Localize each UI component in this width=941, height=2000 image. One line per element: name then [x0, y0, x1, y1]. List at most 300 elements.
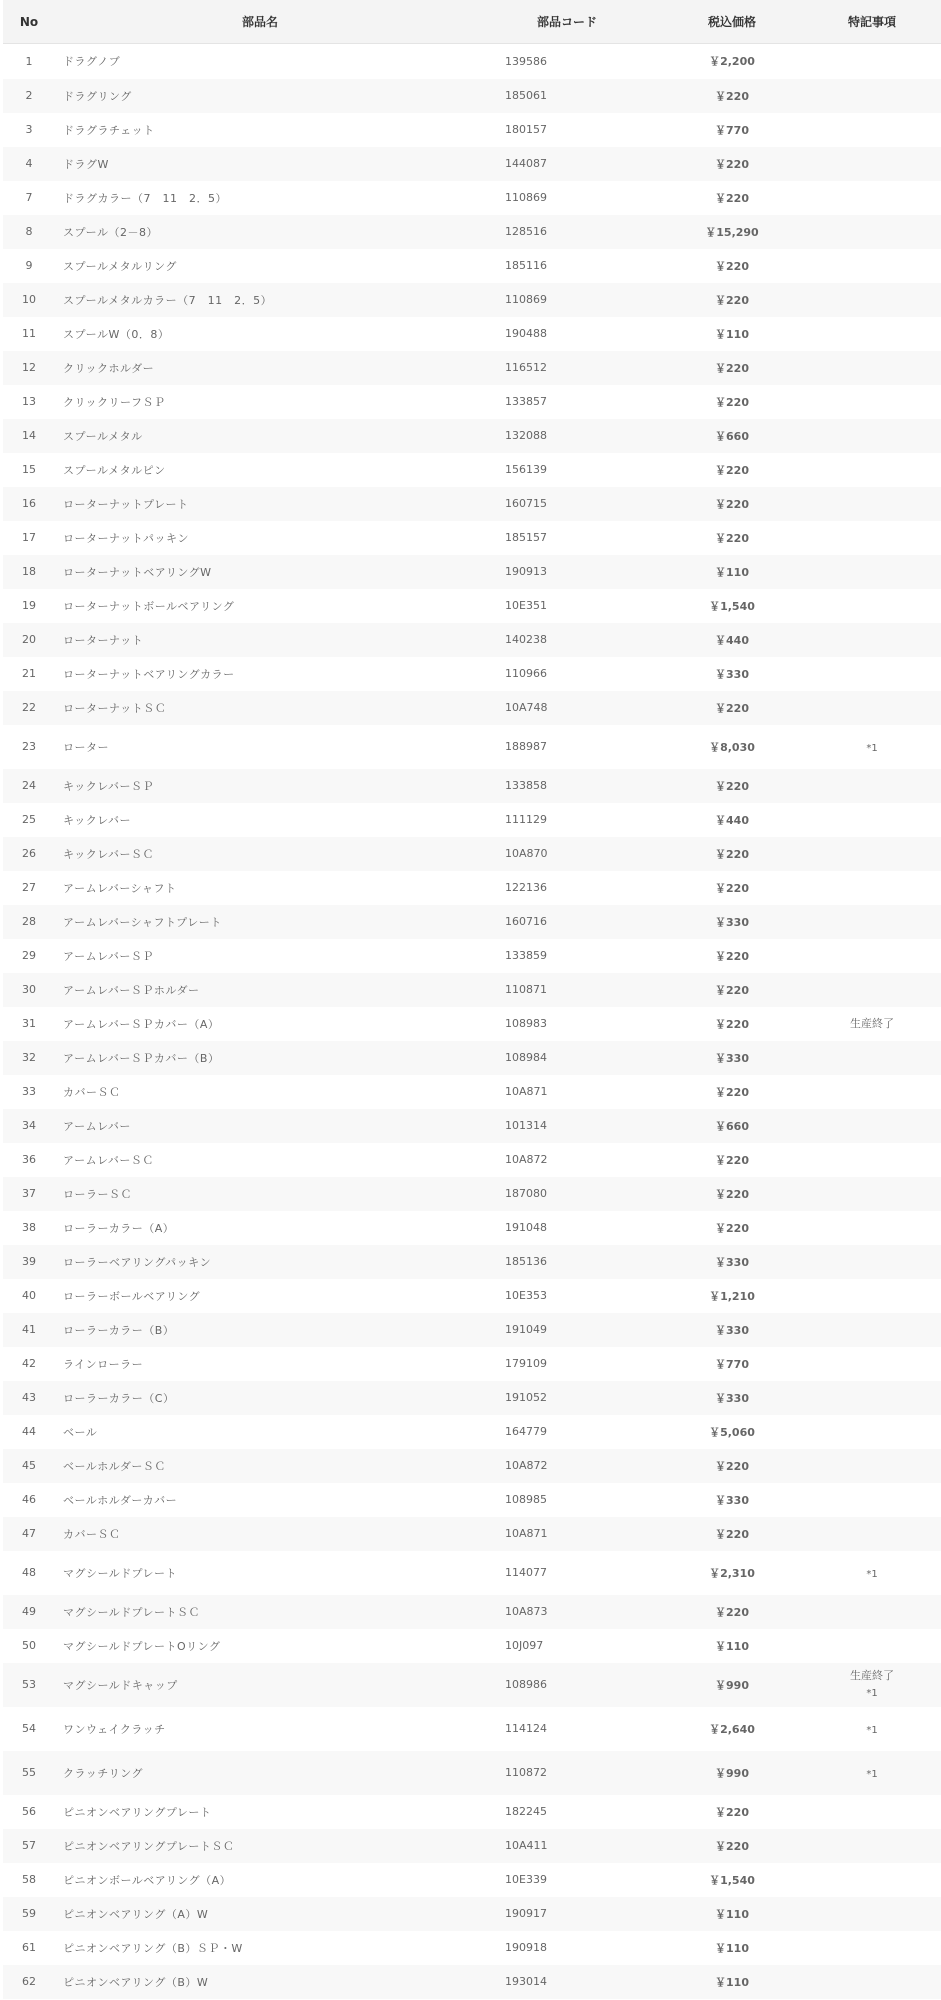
cell-part-name: ラインローラー	[63, 1357, 144, 1371]
cell-notes	[803, 351, 941, 385]
table-row	[3, 317, 941, 351]
table-row	[3, 1313, 941, 1347]
cell-part-name: ローターナットベアリングカラー	[63, 667, 235, 681]
cell-part-code: 114077	[505, 1566, 547, 1579]
cell-price: ￥220	[715, 259, 749, 273]
cell-notes	[803, 1109, 941, 1143]
cell-price: ￥110	[715, 565, 749, 579]
header-price: 税込価格	[661, 0, 803, 44]
cell-notes	[803, 1177, 941, 1211]
cell-part-code: 10A411	[505, 1839, 548, 1852]
cell-part-name: キックレバーＳＣ	[63, 847, 155, 861]
cell-part-name: ローラーカラー（A）	[63, 1221, 175, 1235]
table-row	[3, 1663, 941, 1707]
cell-part-code: 190488	[505, 327, 547, 340]
cell-price: ￥770	[715, 1357, 749, 1371]
cell-notes	[803, 521, 941, 555]
cell-price: ￥8,030	[709, 740, 755, 754]
cell-notes	[803, 1483, 941, 1517]
cell-part-name: アームレバーＳＣ	[63, 1153, 154, 1167]
table-row	[3, 249, 941, 283]
table-row	[3, 1483, 941, 1517]
cell-part-name: スプールメタル	[63, 429, 143, 443]
table-row	[3, 1041, 941, 1075]
cell-no: 28	[22, 915, 36, 928]
cell-price: ￥660	[715, 429, 749, 443]
cell-price: ￥330	[715, 1051, 749, 1065]
cell-part-code: 190917	[505, 1907, 547, 1920]
cell-part-name: ドラグリング	[63, 89, 132, 103]
table-row	[3, 147, 941, 181]
table-row	[3, 1595, 941, 1629]
table-row	[3, 871, 941, 905]
footnote-mark: *1	[866, 742, 878, 754]
table-row	[3, 1075, 941, 1109]
cell-price: ￥220	[715, 89, 749, 103]
cell-part-name: ピニオンボールベアリング（A）	[63, 1873, 232, 1887]
cell-notes	[803, 385, 941, 419]
cell-no: 56	[22, 1805, 36, 1818]
table-row	[3, 589, 941, 623]
cell-notes	[803, 317, 941, 351]
cell-notes	[803, 1007, 941, 1041]
cell-price: ￥990	[715, 1766, 749, 1780]
cell-part-code: 160716	[505, 915, 547, 928]
table-row	[3, 1629, 941, 1663]
cell-no: 22	[22, 701, 36, 714]
cell-no: 61	[22, 1941, 36, 1954]
cell-no: 48	[22, 1566, 36, 1579]
table-row	[3, 1109, 941, 1143]
cell-part-code: 10E351	[505, 599, 547, 612]
table-body	[3, 44, 941, 1999]
cell-price: ￥220	[715, 463, 749, 477]
cell-part-code: 139586	[505, 54, 547, 68]
cell-part-name: ローターナットＳＣ	[63, 701, 167, 715]
cell-no: 40	[22, 1289, 36, 1302]
cell-no: 20	[22, 633, 36, 646]
table-row	[3, 1449, 941, 1483]
cell-notes	[803, 725, 941, 769]
cell-price: ￥1,540	[709, 1873, 755, 1887]
cell-part-name: ドラグW	[63, 157, 109, 171]
cell-notes	[803, 691, 941, 725]
cell-price: ￥220	[715, 847, 749, 861]
table-row	[3, 113, 941, 147]
cell-price: ￥110	[715, 327, 749, 341]
cell-price: ￥1,210	[709, 1289, 755, 1303]
cell-price: ￥110	[715, 1941, 749, 1955]
cell-part-name: マグシールドキャップ	[63, 1678, 178, 1692]
cell-notes	[803, 1245, 941, 1279]
cell-part-name: ドラグカラー（7 11 2．5）	[63, 191, 227, 205]
cell-part-code: 179109	[505, 1357, 547, 1370]
cell-price: ￥330	[715, 1323, 749, 1337]
cell-notes	[803, 1143, 941, 1177]
cell-notes	[803, 453, 941, 487]
cell-part-code: 122136	[505, 881, 547, 894]
cell-notes	[803, 1897, 941, 1931]
cell-no: 10	[22, 293, 36, 306]
cell-part-code: 185157	[505, 531, 547, 544]
cell-part-name: マグシールドプレート	[63, 1566, 178, 1580]
cell-part-name: ベール	[63, 1425, 98, 1439]
cell-notes	[803, 1829, 941, 1863]
table-row	[3, 215, 941, 249]
cell-no: 38	[22, 1221, 36, 1234]
cell-price: ￥220	[715, 191, 749, 205]
cell-notes	[803, 1041, 941, 1075]
cell-price: ￥330	[715, 1391, 749, 1405]
cell-notes	[803, 44, 941, 79]
cell-part-name: カバーＳＣ	[63, 1085, 121, 1099]
cell-notes	[803, 79, 941, 113]
cell-part-code: 133859	[505, 949, 547, 962]
cell-price: ￥220	[715, 949, 749, 963]
cell-part-code: 193014	[505, 1975, 547, 1988]
cell-part-name: ワンウェイクラッチ	[63, 1722, 166, 1736]
cell-no: 58	[22, 1873, 36, 1886]
cell-price: ￥1,540	[709, 599, 755, 613]
cell-part-name: ローターナット	[63, 633, 144, 647]
table-row	[3, 1965, 941, 1999]
cell-no: 16	[22, 497, 36, 510]
cell-part-code: 10A870	[505, 847, 548, 860]
table-row	[3, 657, 941, 691]
cell-part-code: 191048	[505, 1221, 547, 1234]
cell-price: ￥220	[715, 395, 749, 409]
footnote-mark: *1	[866, 1768, 878, 1780]
cell-price: ￥110	[715, 1907, 749, 1921]
cell-part-name: ピニオンベアリング（B）ＳＰ・W	[63, 1941, 243, 1955]
cell-part-name: スプールメタルリング	[63, 259, 177, 273]
cell-part-name: スプールW（0．8）	[63, 327, 170, 341]
cell-no: 19	[22, 599, 36, 612]
cell-part-code: 191049	[505, 1323, 547, 1336]
table-row	[3, 1829, 941, 1863]
cell-no: 41	[22, 1323, 36, 1336]
cell-notes	[803, 1279, 941, 1313]
cell-no: 9	[25, 259, 33, 272]
table-row	[3, 1007, 941, 1041]
cell-part-code: 108986	[505, 1678, 547, 1691]
cell-notes	[803, 113, 941, 147]
cell-part-code: 156139	[505, 463, 547, 476]
table-row	[3, 385, 941, 419]
cell-price: ￥220	[715, 1153, 749, 1167]
cell-part-code: 132088	[505, 429, 547, 442]
cell-part-code: 190913	[505, 565, 547, 578]
cell-notes	[803, 1663, 941, 1707]
cell-part-code: 10A872	[505, 1459, 548, 1472]
cell-notes	[803, 1595, 941, 1629]
cell-no: 31	[22, 1017, 36, 1030]
cell-part-code: 185136	[505, 1255, 547, 1268]
cell-part-code: 110869	[505, 191, 547, 204]
parts-table	[3, 0, 941, 1999]
cell-part-code: 182245	[505, 1805, 547, 1818]
cell-no: 32	[22, 1051, 36, 1064]
cell-price: ￥220	[715, 157, 749, 171]
cell-part-name: ローターナットベアリングW	[63, 565, 212, 579]
cell-price: ￥2,640	[709, 1722, 755, 1736]
footnote-mark: *1	[866, 1688, 878, 1699]
cell-notes	[803, 973, 941, 1007]
cell-part-code: 190918	[505, 1941, 547, 1954]
cell-part-name: アームレバーシャフトプレート	[63, 915, 222, 929]
cell-price: ￥330	[715, 667, 749, 681]
cell-price: ￥15,290	[705, 225, 759, 239]
cell-price: ￥2,310	[709, 1566, 755, 1580]
cell-notes	[803, 1415, 941, 1449]
table-row	[3, 1177, 941, 1211]
cell-part-name: アームレバーＳＰ	[63, 949, 154, 963]
cell-part-code: 128516	[505, 225, 547, 238]
cell-part-name: ローターナットボールベアリング	[63, 599, 235, 613]
cell-part-code: 133858	[505, 779, 547, 792]
cell-no: 42	[22, 1357, 36, 1370]
cell-notes	[803, 487, 941, 521]
cell-part-code: 110869	[505, 293, 547, 306]
table-row	[3, 769, 941, 803]
cell-part-code: 185061	[505, 89, 547, 102]
footnote-mark: *1	[866, 1568, 878, 1580]
cell-part-name: ローターナットパッキン	[63, 531, 189, 545]
table-row	[3, 1795, 941, 1829]
cell-part-code: 144087	[505, 157, 547, 170]
cell-price: ￥220	[715, 1839, 749, 1853]
cell-part-code: 187080	[505, 1187, 547, 1200]
status-note: 生産終了	[850, 1669, 894, 1682]
table-row	[3, 1931, 941, 1965]
cell-no: 59	[22, 1907, 36, 1920]
cell-price: ￥220	[715, 1605, 749, 1619]
cell-notes	[803, 1517, 941, 1551]
cell-price: ￥110	[715, 1639, 749, 1653]
cell-no: 14	[22, 429, 36, 442]
cell-part-name: ドラグラチェット	[63, 123, 155, 137]
cell-part-code: 108984	[505, 1051, 547, 1064]
cell-no: 50	[22, 1639, 36, 1652]
cell-no: 11	[22, 327, 36, 340]
cell-no: 12	[22, 361, 36, 374]
cell-no: 4	[25, 157, 33, 170]
cell-part-code: 10J097	[505, 1639, 544, 1652]
cell-part-name: ローター	[63, 740, 109, 754]
cell-part-code: 116512	[505, 361, 547, 374]
cell-no: 25	[22, 813, 36, 826]
table-row	[3, 1347, 941, 1381]
table-row	[3, 79, 941, 113]
cell-notes	[803, 1347, 941, 1381]
table-row	[3, 44, 941, 79]
cell-no: 49	[22, 1605, 36, 1618]
table-row	[3, 521, 941, 555]
cell-price: ￥440	[715, 633, 749, 647]
cell-no: 62	[22, 1975, 36, 1988]
cell-price: ￥5,060	[709, 1425, 755, 1439]
cell-notes	[803, 1381, 941, 1415]
header-part-name: 部品名	[55, 0, 505, 44]
table-row	[3, 939, 941, 973]
cell-notes	[803, 555, 941, 589]
cell-notes	[803, 657, 941, 691]
cell-part-code: 164779	[505, 1425, 547, 1438]
cell-part-code: 10E353	[505, 1289, 547, 1302]
cell-part-name: ローターナットプレート	[63, 497, 189, 511]
cell-no: 54	[22, 1722, 36, 1735]
cell-part-code: 10E339	[505, 1873, 547, 1886]
cell-no: 23	[22, 740, 36, 753]
cell-price: ￥220	[715, 497, 749, 511]
cell-no: 17	[22, 531, 36, 544]
cell-part-name: ローラーベアリングパッキン	[63, 1255, 212, 1269]
table-row	[3, 1897, 941, 1931]
table-row	[3, 283, 941, 317]
cell-no: 47	[22, 1527, 36, 1540]
cell-no: 36	[22, 1153, 36, 1166]
cell-no: 57	[22, 1839, 36, 1852]
cell-notes	[803, 1313, 941, 1347]
table-row	[3, 1863, 941, 1897]
cell-part-code: 10A871	[505, 1085, 548, 1098]
cell-no: 30	[22, 983, 36, 996]
header-part-code: 部品コード	[505, 0, 661, 44]
cell-price: ￥220	[715, 1187, 749, 1201]
table-row	[3, 487, 941, 521]
status-note: 生産終了	[850, 1017, 894, 1030]
cell-price: ￥220	[715, 881, 749, 895]
cell-notes	[803, 837, 941, 871]
cell-part-code: 108983	[505, 1017, 547, 1030]
cell-price: ￥330	[715, 915, 749, 929]
table-row	[3, 181, 941, 215]
cell-part-name: アームレバーシャフト	[63, 881, 177, 895]
cell-notes	[803, 623, 941, 657]
cell-price: ￥2,200	[709, 55, 755, 69]
cell-part-name: ローラーボールベアリング	[63, 1289, 201, 1303]
cell-notes	[803, 1449, 941, 1483]
table-row	[3, 725, 941, 769]
cell-notes	[803, 147, 941, 181]
cell-part-code: 140238	[505, 633, 547, 646]
table-row	[3, 1517, 941, 1551]
cell-no: 45	[22, 1459, 36, 1472]
cell-part-name: クリックホルダー	[63, 361, 155, 375]
table-row	[3, 1551, 941, 1595]
cell-no: 1	[25, 54, 33, 68]
cell-notes	[803, 1751, 941, 1795]
table-row	[3, 973, 941, 1007]
cell-part-name: ピニオンベアリング（A）W	[63, 1907, 209, 1921]
cell-no: 7	[25, 191, 33, 204]
cell-part-name: ピニオンベアリングプレートＳＣ	[63, 1839, 235, 1853]
cell-part-name: キックレバー	[63, 813, 132, 827]
cell-notes	[803, 1931, 941, 1965]
cell-price: ￥220	[715, 1527, 749, 1541]
cell-notes	[803, 803, 941, 837]
cell-price: ￥220	[715, 983, 749, 997]
cell-part-name: スプール（2－8）	[63, 225, 158, 239]
cell-no: 53	[22, 1678, 36, 1691]
cell-no: 46	[22, 1493, 36, 1506]
cell-no: 26	[22, 847, 36, 860]
cell-part-code: 110966	[505, 667, 547, 680]
cell-part-name: キックレバーＳＰ	[63, 779, 155, 793]
cell-no: 33	[22, 1085, 36, 1098]
cell-notes	[803, 283, 941, 317]
cell-part-name: クリックリーフＳＰ	[63, 395, 166, 409]
cell-part-code: 10A872	[505, 1153, 548, 1166]
table-row	[3, 1211, 941, 1245]
table-row	[3, 1381, 941, 1415]
cell-part-code: 188987	[505, 740, 547, 753]
table-row	[3, 691, 941, 725]
cell-notes	[803, 589, 941, 623]
table-row	[3, 1279, 941, 1313]
table-row	[3, 555, 941, 589]
cell-part-code: 185116	[505, 259, 547, 272]
cell-price: ￥220	[715, 1085, 749, 1099]
table-row	[3, 803, 941, 837]
table-header	[3, 0, 941, 44]
cell-part-code: 10A871	[505, 1527, 548, 1540]
cell-no: 29	[22, 949, 36, 962]
cell-price: ￥660	[715, 1119, 749, 1133]
cell-no: 44	[22, 1425, 36, 1438]
cell-price: ￥220	[715, 1017, 749, 1031]
cell-notes	[803, 769, 941, 803]
cell-price: ￥990	[715, 1678, 749, 1692]
cell-notes	[803, 1707, 941, 1751]
cell-part-code: 101314	[505, 1119, 547, 1132]
cell-part-name: アームレバーＳＰホルダー	[63, 983, 200, 997]
cell-part-name: ピニオンベアリング（B）W	[63, 1975, 209, 1989]
header-row	[3, 0, 941, 44]
cell-part-name: ローラーカラー（B）	[63, 1323, 175, 1337]
cell-no: 55	[22, 1766, 36, 1779]
cell-part-code: 108985	[505, 1493, 547, 1506]
cell-part-name: アームレバー	[63, 1119, 131, 1133]
cell-no: 24	[22, 779, 36, 792]
cell-part-name: スプールメタルカラー（7 11 2．5）	[63, 293, 273, 307]
table-row	[3, 1143, 941, 1177]
cell-price: ￥220	[715, 1221, 749, 1235]
cell-no: 34	[22, 1119, 36, 1132]
cell-part-code: 133857	[505, 395, 547, 408]
cell-price: ￥440	[715, 813, 749, 827]
cell-part-code: 114124	[505, 1722, 547, 1735]
cell-notes	[803, 1551, 941, 1595]
table-row	[3, 1707, 941, 1751]
cell-no: 27	[22, 881, 36, 894]
header-no: No	[3, 0, 55, 44]
cell-notes	[803, 1863, 941, 1897]
cell-part-name: ピニオンベアリングプレート	[63, 1805, 212, 1819]
cell-notes	[803, 419, 941, 453]
table-row	[3, 623, 941, 657]
cell-part-name: ベールホルダーカバー	[63, 1493, 178, 1507]
cell-part-code: 110871	[505, 983, 547, 996]
cell-price: ￥220	[715, 779, 749, 793]
cell-price: ￥220	[715, 293, 749, 307]
cell-notes	[803, 939, 941, 973]
cell-price: ￥220	[715, 701, 749, 715]
cell-price: ￥110	[715, 1975, 749, 1989]
cell-price: ￥220	[715, 1805, 749, 1819]
cell-no: 8	[25, 225, 33, 238]
table-row	[3, 837, 941, 871]
